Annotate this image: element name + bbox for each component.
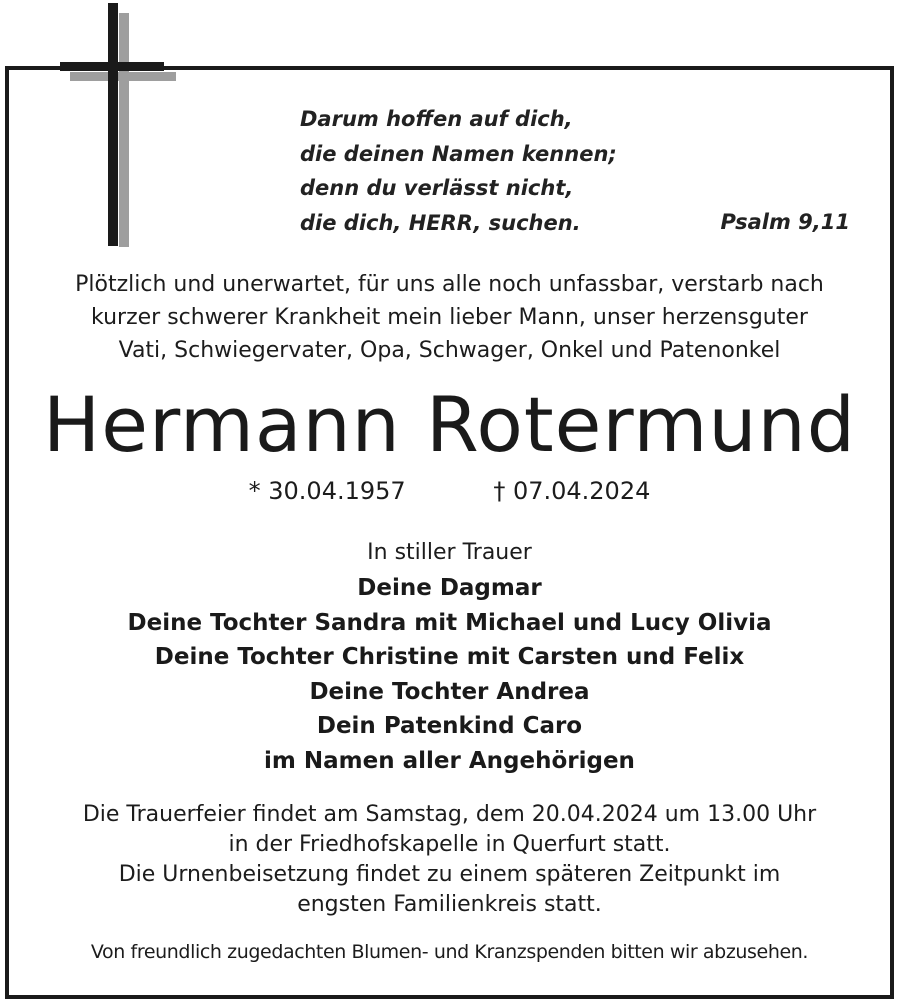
intro-text bbox=[30, 268, 869, 367]
service-line: in der Friedhofskapelle in Querfurt statt. bbox=[228, 832, 671, 857]
life-dates bbox=[30, 476, 869, 506]
psalm-line: Darum hoffen auf dich, bbox=[300, 107, 573, 131]
psalm-reference: Psalm 9,11 bbox=[720, 210, 850, 234]
service-line: engsten Familienkreis statt. bbox=[297, 892, 602, 917]
mourner-line: Deine Tochter Christine mit Carsten und Felix bbox=[154, 644, 745, 670]
service-line: Die Trauerfeier findet am Samstag, dem 20.04.2024 um 13.00 Uhr bbox=[82, 802, 817, 827]
mourners-list bbox=[30, 571, 869, 778]
service-line: Die Urnenbeisetzung findet zu einem späteren Zeitpunkt im bbox=[118, 862, 781, 887]
mourner-line: im Namen aller Angehörigen bbox=[264, 747, 635, 774]
psalm-quote bbox=[300, 102, 640, 240]
mourner-line: Dein Patenkind Caro bbox=[316, 713, 583, 739]
psalm-line: denn du verlässt nicht, bbox=[300, 176, 574, 200]
mourner-line: Deine Tochter Sandra mit Michael und Lucy Olivia bbox=[127, 609, 772, 636]
intro-line: Plötzlich und unerwartet, für uns alle noch unfassbar, verstarb nach bbox=[75, 272, 824, 297]
deceased-name: Hermann Rotermund bbox=[43, 380, 856, 469]
mourning-heading: In stiller Trauer bbox=[367, 540, 532, 565]
cross-shadow-horizontal bbox=[70, 72, 176, 81]
death-date: † 07.04.2024 bbox=[493, 477, 651, 505]
intro-line: Vati, Schwiegervater, Opa, Schwager, Onkel und Patenonkel bbox=[118, 338, 781, 363]
psalm-line: die dich, HERR, suchen. bbox=[300, 210, 581, 235]
cross-vertical-bar bbox=[108, 3, 118, 246]
psalm-line: die deinen Namen kennen; bbox=[300, 141, 617, 166]
intro-line: kurzer schwerer Krankheit mein lieber Mann, unser herzensguter bbox=[91, 305, 808, 330]
cross-shadow-vertical bbox=[119, 13, 129, 247]
cross-horizontal-bar bbox=[60, 62, 164, 71]
mourner-line: Deine Dagmar bbox=[357, 575, 542, 601]
birth-date: * 30.04.1957 bbox=[248, 477, 406, 505]
closing-note: Von freundlich zugedachten Blumen- und Kranzspenden bitten wir abzusehen. bbox=[90, 941, 809, 963]
mourner-line: Deine Tochter Andrea bbox=[309, 678, 590, 705]
service-info bbox=[30, 800, 869, 920]
